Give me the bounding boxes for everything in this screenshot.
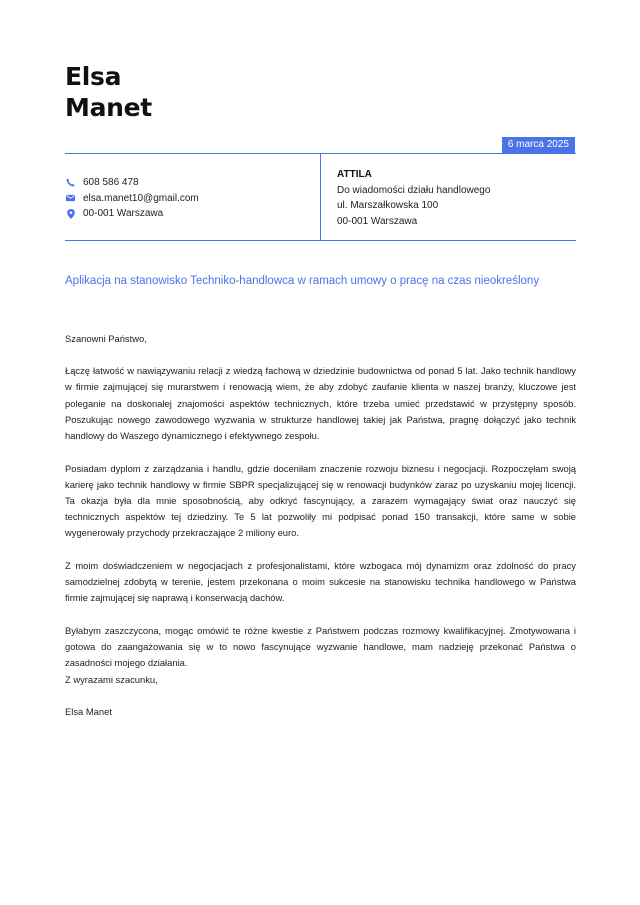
location-pin-icon (65, 208, 76, 219)
signature: Elsa Manet (65, 706, 112, 718)
letter-subject: Aplikacja na stanowisko Techniko-handlowca w ramach umowy o pracę na czas nieokreślony (65, 275, 540, 287)
recipient-company: ATTILA (337, 169, 372, 180)
recipient-block (337, 167, 490, 229)
contact-phone: 608 586 478 (83, 177, 139, 188)
contact-details (65, 175, 199, 222)
closing: Z wyrazami szacunku, (65, 673, 158, 685)
contact-address-row (65, 206, 199, 222)
recipient-city: 00-001 Warszawa (337, 215, 418, 227)
paragraph-1: Łączę łatwość w nawiązywaniu relacji z wiedzą fachową w dziedzinie budownictwa od ponad 5 lat. Jako technik handlowy w firmie zajmującej się murarstwem i renowacją wiem, że aby zdobyć zaufanie klienta w naszej branży, kluczowe jest poleganie na doskonałej znajomości aspektów technicznych, które trzeba umieć przedstawić w przystępny sposób. Poszukując nowego zawodowego wyzwania w strukturze handlowej takiej jak Państwa, pragnę dołączyć jako technik handlowy do Waszego dynamicznego i efektywnego zespołu. (65, 365, 576, 442)
paragraph-4: Byłabym zaszczycona, mogąc omówić te różne kwestie z Państwem podczas rozmowy kwalifikacyjnej. Zmotywowana i gotowa do zaangażowania się w to nowo fascynujące wyzwanie handlowe, mam nadzieję przekonać Państwa o zasadności mojego działania. (65, 625, 576, 669)
salutation: Szanowni Państwo, (65, 333, 147, 344)
date-badge: 6 marca 2025 (502, 137, 575, 153)
contact-email: elsa.manet10@gmail.com (83, 192, 199, 204)
recipient-department: Do wiadomości działu handlowego (337, 184, 491, 196)
applicant-name (65, 61, 152, 123)
paragraph-3: Z moim doświadczeniem w negocjacjach z profesjonalistami, które wzbogaca mój dynamizm oraz zdolność do pracy samodzielnej zdobytą w terenie, jestem przekonana o moim sukcesie na stanowisku technika handlowego w Państwa firmie zajmującej się naprawą i konserwacją dachów. (65, 560, 576, 604)
applicant-first-name: Elsa (65, 62, 122, 91)
contact-address: 00-001 Warszawa (83, 208, 164, 219)
letter-body (65, 331, 576, 720)
phone-icon (65, 177, 76, 188)
envelope-icon (65, 193, 76, 204)
recipient-street: ul. Marszałkowska 100 (337, 200, 439, 211)
bottom-divider (65, 240, 576, 241)
contact-phone-row (65, 175, 199, 191)
contact-email-row (65, 191, 199, 207)
paragraph-2: Posiadam dyplom z zarządzania i handlu, gdzie doceniłam znaczenie rozwoju biznesu i negocjacji. Rozpoczęłam swoją karierę jako technik handlowy w firmie SBPR specjalizującej się w renowacji budynków zaraz po uzyskaniu mojej licencji. Ta okazja była dla mnie sposobnością, aby odkryć fascynujący, a zarazem wymagający świat oraz nauczyć się technicznych aspektów tej dziedziny. Te 5 lat pozwoliły mi podpisać ponad 150 transakcji, które same w sobie wygenerowały przychody przekraczające 2 miliony euro. (65, 462, 576, 539)
vertical-divider (320, 153, 321, 240)
applicant-last-name: Manet (65, 93, 152, 122)
